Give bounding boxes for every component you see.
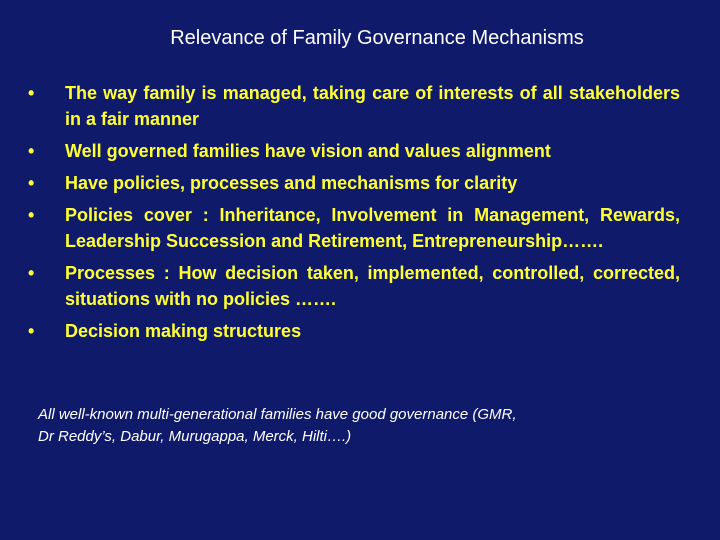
bullet-marker: •	[28, 173, 35, 193]
bullet-item-6	[28, 318, 680, 344]
bullet-text: Well governed families have vision and values alignment	[65, 141, 551, 161]
slide-title: Relevance of Family Governance Mechanisms	[170, 27, 584, 49]
bullet-marker: •	[28, 321, 35, 341]
bullet-text: Processes : How decision taken, implemented, controlled, corrected, situations with no policies …….	[65, 263, 680, 309]
bullet-marker: •	[28, 141, 35, 161]
bullet-marker: •	[28, 83, 35, 103]
bullet-item-2	[28, 138, 680, 164]
bullet-marker: •	[28, 205, 35, 225]
note-line-1: All well-known multi-generational families have good governance (GMR,	[38, 406, 517, 423]
bullet-text: Decision making structures	[65, 321, 302, 341]
bullet-item-5	[28, 260, 680, 312]
governance-note	[38, 404, 678, 448]
note-line-2: Dr Reddy’s, Dabur, Murugappa, Merck, Hilti….)	[38, 428, 352, 445]
bullet-item-3	[28, 170, 680, 196]
bullet-text: Have policies, processes and mechanisms for clarity	[65, 173, 518, 193]
bullet-text: The way family is managed, taking care of interests of all stakeholders in a fair manner	[65, 83, 680, 129]
bullet-item-1	[28, 80, 680, 132]
bullet-item-4	[28, 202, 680, 254]
bullet-text: Policies cover : Inheritance, Involvement in Management, Rewards, Leadership Succession and Retirement, Entrepreneurship…….	[65, 205, 680, 251]
bullet-marker: •	[28, 263, 35, 283]
bullet-list	[28, 80, 680, 350]
